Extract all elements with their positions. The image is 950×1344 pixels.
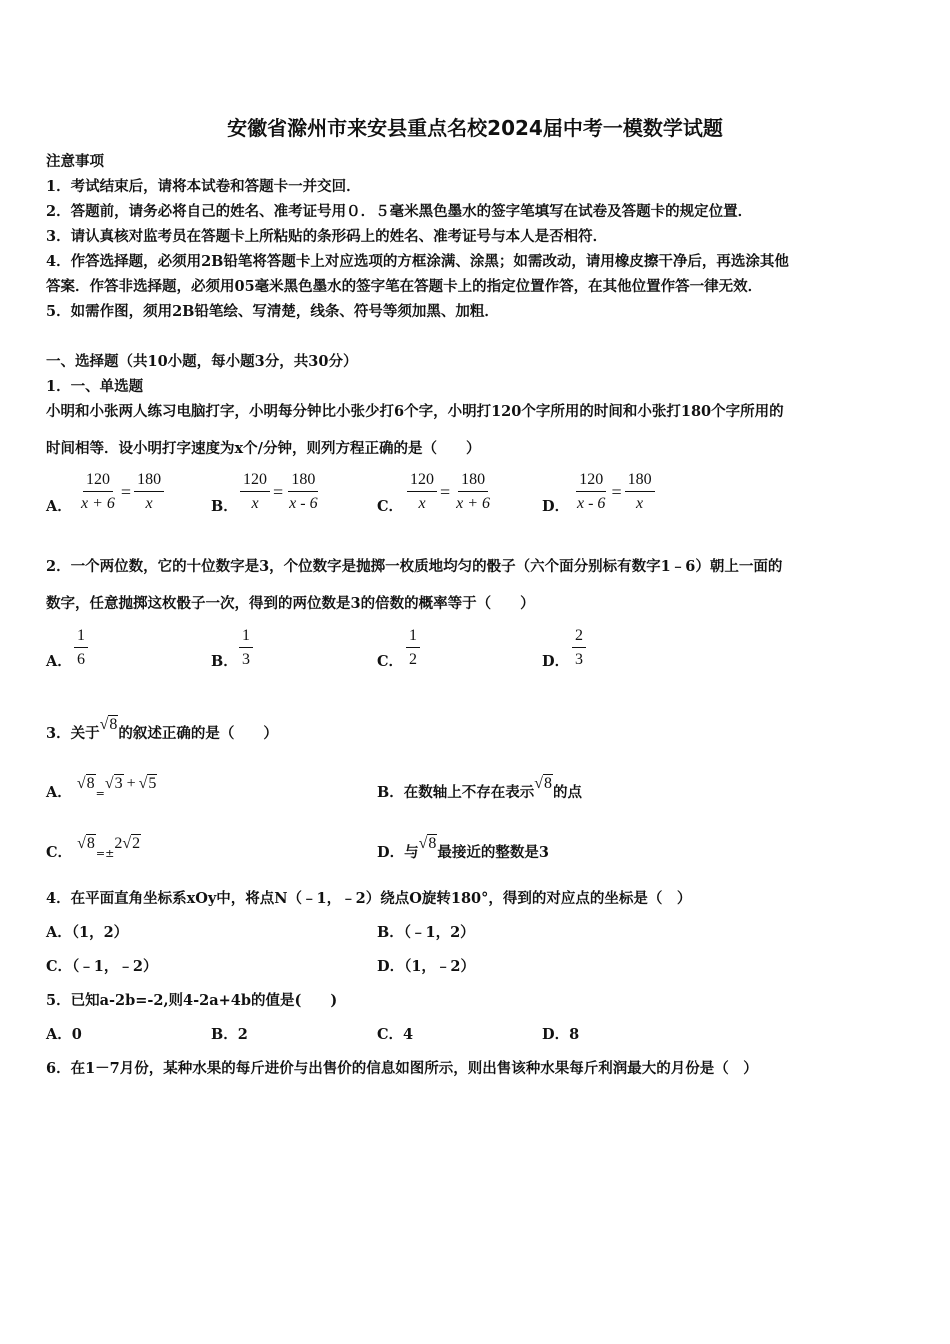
q2-option-c-fraction: [404, 626, 422, 670]
q1-d-den1: x - 6: [577, 495, 606, 512]
q3-b-post: 的点: [553, 784, 583, 801]
q3-a-sqrt2: √3: [104, 775, 123, 792]
q1-b-den2: x - 6: [289, 495, 318, 512]
q2-c-den: 2: [409, 651, 417, 668]
q3-b-radicand: 8: [544, 775, 553, 792]
q2-option-d-label: D．: [542, 653, 570, 670]
q1-d-num2: 180: [625, 470, 655, 492]
q2-b-den: 3: [242, 651, 250, 668]
section-heading: 一、选择题（共10小题，每小题3分，共30分）: [46, 353, 358, 370]
notice-item-3: 3．请认真核对监考员在答题卡上所粘贴的条形码上的姓名、准考证号与本人是否相符．: [46, 228, 608, 245]
q2-d-den: 3: [575, 651, 583, 668]
q6-stem: 6．在1－7月份，某种水果的每斤进价与出售价的信息如图所示，则出售该种水果每斤利润最大的月份是（ ）: [46, 1060, 758, 1077]
q1-b-den1: x: [251, 495, 259, 512]
q2-option-b-fraction: [237, 626, 255, 670]
q1-head: 1．一、单选题: [46, 378, 144, 395]
q3-c-sqrt2: √2: [122, 835, 141, 852]
q1-option-b-label: B．: [211, 498, 238, 515]
q2-d-num: 2: [572, 626, 586, 648]
q5-option-a: A．0: [46, 1026, 82, 1043]
q4-option-b: B．（﹣1，2）: [377, 924, 475, 941]
notice-item-2: 2．答题前，请务必将自己的姓名、准考证号用０．５毫米黑色墨水的签字笔填写在试卷及答题卡的规定位置．: [46, 203, 753, 220]
q2-a-num: 1: [74, 626, 88, 648]
notice-item-5: 5．如需作图，须用2B铅笔绘、写清楚，线条、符号等须加黑、加粗．: [46, 303, 499, 320]
q1-d-den2: x: [636, 495, 644, 512]
q3-d-radicand: 8: [428, 835, 437, 852]
q1-b-num2: 180: [288, 470, 318, 492]
q3-stem-pre: 3．关于: [46, 725, 100, 742]
q2-option-d-fraction: [570, 626, 588, 670]
q3-a-radicand2: 3: [114, 775, 123, 792]
q3-b-pre: 在数轴上不存在表示: [403, 784, 535, 801]
q3-a-sqrt3: √5: [138, 775, 157, 792]
q1-option-a-equation: $\frac{120}{x + 6}$ = $\frac{180}{x}$: [76, 470, 166, 514]
q3-option-c: [46, 835, 141, 864]
q1-a-den2: x: [145, 495, 153, 512]
q3-stem-radicand: 8: [109, 716, 118, 733]
notice-heading: 注意事项: [46, 153, 104, 170]
q1-a-num2: 180: [134, 470, 164, 492]
q2-option-c-label: C．: [377, 653, 404, 670]
q2-option-a-label: A．: [46, 653, 72, 670]
q5-option-b: B．2: [211, 1026, 248, 1043]
q3-c-radicand1: 8: [86, 835, 95, 852]
q2-a-den: 6: [77, 651, 85, 668]
q3-d-sqrt: √8: [418, 835, 437, 852]
q1-d-num1: 120: [576, 470, 606, 492]
q1-option-d-label: D．: [542, 498, 570, 515]
q5-stem: 5．已知a-2b=-2,则4-2a+4b的值是( ): [46, 992, 338, 1009]
q1-b-num1: 120: [240, 470, 270, 492]
q2-option-b-label: B．: [211, 653, 238, 670]
q3-c-sqrt1: √8: [77, 835, 95, 852]
q1-stem-line2: 时间相等．设小明打字速度为x个/分钟，则列方程正确的是（ ）: [46, 440, 481, 457]
q1-c-num1: 120: [407, 470, 437, 492]
q2-b-num: 1: [239, 626, 253, 648]
q1-a-den1: x + 6: [81, 495, 115, 512]
q3-c-coef: 2: [114, 835, 123, 852]
q4-option-a: A．（1，2）: [46, 924, 129, 941]
q2-stem-line1: 2．一个两位数，它的十位数字是3，个位数字是抛掷一枚质地均匀的骰子（六个面分别标有数字1﹣6）朝上一面的: [46, 558, 783, 575]
q3-d-label: D．: [377, 844, 405, 861]
q3-a-plus: +: [126, 775, 136, 792]
q3-c-eq: =±: [95, 847, 115, 860]
q1-stem-line1: 小明和小张两人练习电脑打字，小明每分钟比小张少打6个字，小明打120个字所用的时间和小张打180个字所用的: [46, 403, 784, 420]
q1-option-b-equation: $\frac{120}{x}$ = $\frac{180}{x - 6}$: [238, 470, 323, 514]
q3-d-post: 最接近的整数是3: [437, 844, 549, 861]
q3-b-sqrt: √8: [534, 775, 553, 792]
q2-c-num: 1: [406, 626, 420, 648]
q1-option-d-equation: $\frac{120}{x - 6}$ = $\frac{180}{x}$: [572, 470, 657, 514]
q3-c-label: C．: [46, 844, 73, 861]
notice-item-4-cont: 答案．作答非选择题，必须用05毫米黑色墨水的签字笔在答题卡上的指定位置作答，在其他位置作答一律无效．: [46, 278, 763, 295]
q3-option-b: [377, 775, 583, 803]
q1-a-num1: 120: [83, 470, 113, 492]
q3-a-label: A．: [46, 784, 72, 801]
notice-item-4: 4．作答选择题，必须用2B铅笔将答题卡上对应选项的方框涂满、涂黑；如需改动，请用橡皮擦干净后，再选涂其他: [46, 253, 789, 270]
page-title: 安徽省滁州市来安县重点名校2024届中考一模数学试题: [227, 116, 723, 140]
q4-option-d: D．（1，﹣2）: [377, 958, 476, 975]
q3-option-a: [46, 775, 157, 804]
q3-stem-post: 的叙述正确的是（ ）: [118, 725, 278, 742]
q5-option-c: C．4: [377, 1026, 414, 1043]
q3-b-label: B．: [377, 784, 404, 801]
q1-option-c-label: C．: [377, 498, 404, 515]
q2-stem-line2: 数字，任意抛掷这枚骰子一次，得到的两位数是3的倍数的概率等于（ ）: [46, 595, 535, 612]
q3-a-radicand3: 5: [148, 775, 157, 792]
q3-c-radicand2: 2: [132, 835, 141, 852]
q3-option-d: [377, 835, 549, 863]
q3-stem: [46, 716, 278, 744]
q3-stem-sqrt: √8: [99, 716, 118, 733]
q3-d-pre: 与: [404, 844, 419, 861]
q1-c-den2: x + 6: [456, 495, 491, 512]
q1-option-c-equation: $\frac{120}{x}$ = $\frac{180}{x + 6}$: [405, 470, 495, 514]
q1-option-a-label: A．: [46, 498, 72, 515]
notice-item-1: 1．考试结束后，请将本试卷和答题卡一并交回．: [46, 178, 361, 195]
q3-a-sqrt1: √8: [76, 775, 95, 792]
q2-option-a-fraction: [72, 626, 90, 670]
q4-stem: 4．在平面直角坐标系xOy中，将点N（﹣1，﹣2）绕点O旋转180°，得到的对应点的坐标是（ ）: [46, 890, 692, 907]
q3-a-radicand1: 8: [86, 775, 95, 792]
q4-option-c: C．（﹣1，﹣2）: [46, 958, 158, 975]
q3-a-eq: =: [95, 787, 105, 800]
q1-c-den1: x: [418, 495, 426, 512]
q1-c-num2: 180: [458, 470, 488, 492]
q5-option-d: D．8: [542, 1026, 580, 1043]
